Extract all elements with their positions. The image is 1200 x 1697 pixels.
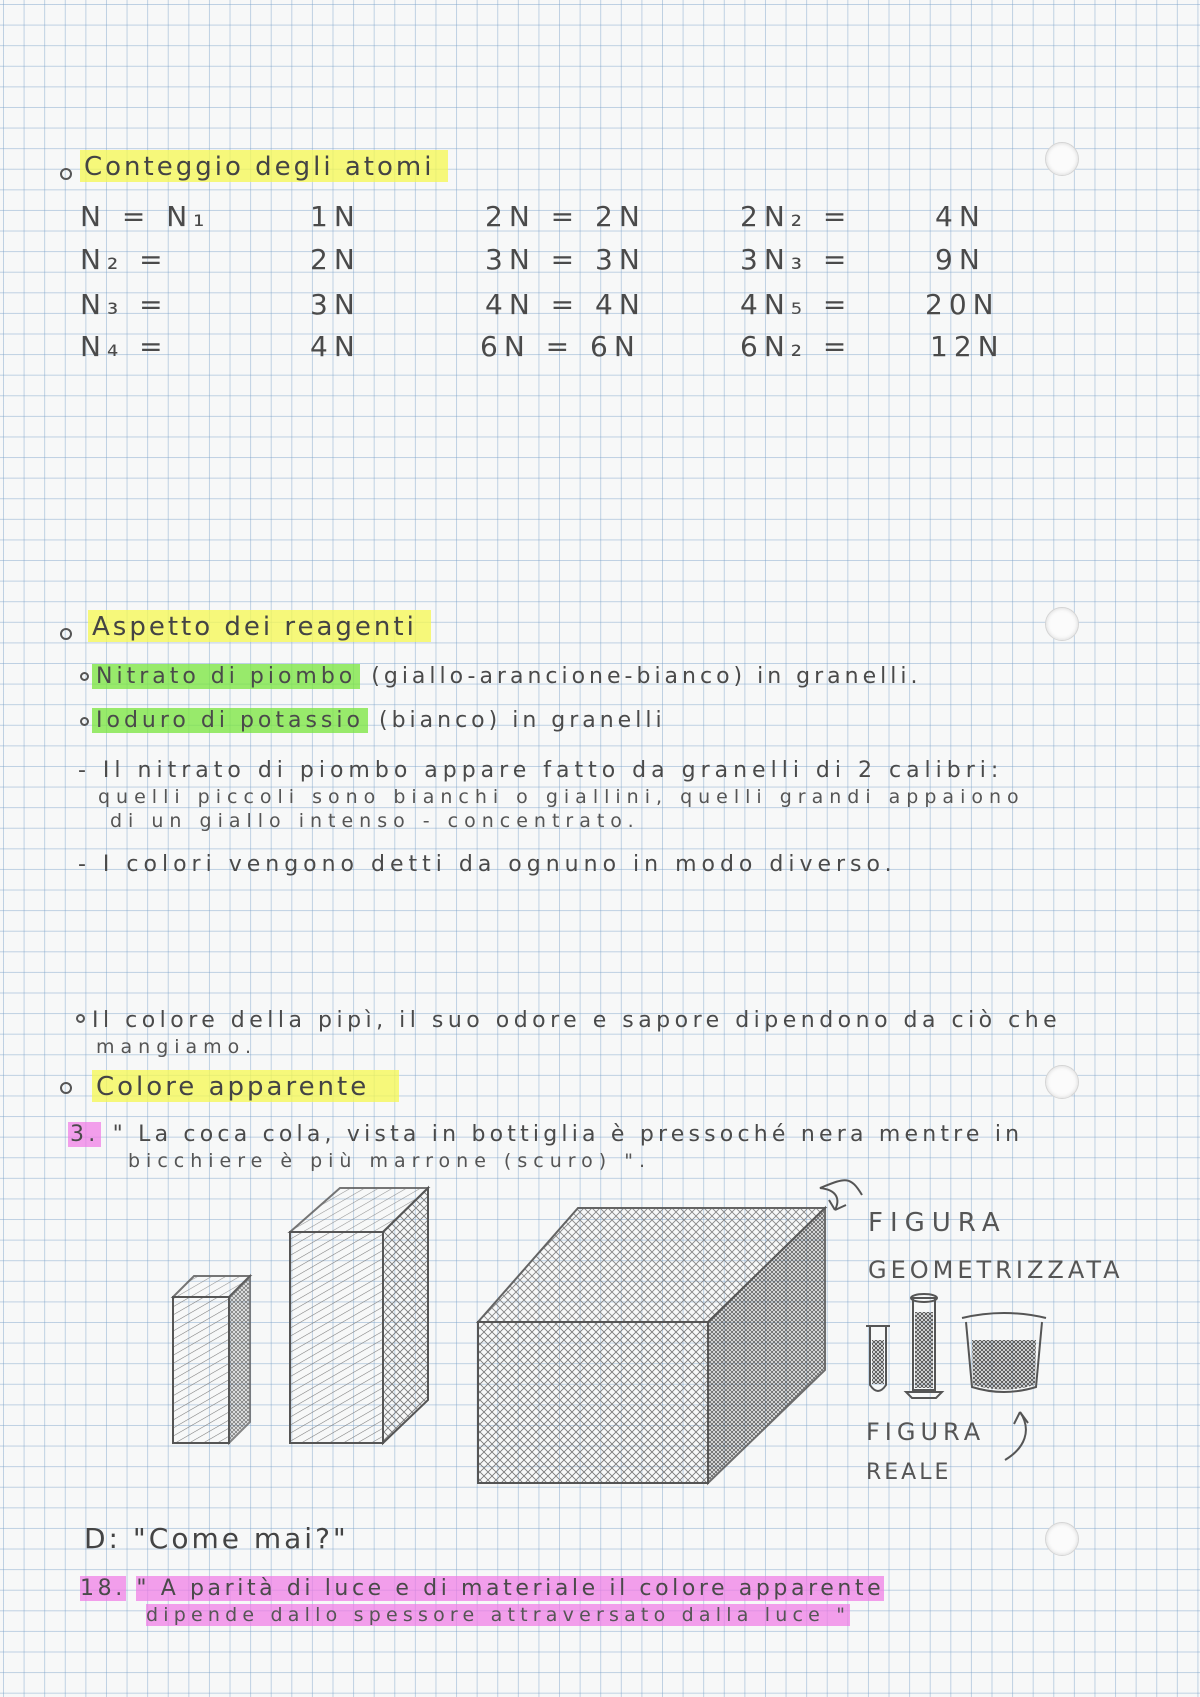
question-come-mai: D: "Come mai?" — [84, 1522, 349, 1555]
count-cell: 4N — [935, 200, 986, 233]
count-cell: 4N₅ = — [740, 288, 853, 321]
note-colori: - I colori vengono detti da ognuno in modo diverso. — [78, 852, 897, 877]
count-cell: 3N₃ = — [740, 243, 853, 276]
label-figura-reale-1: FIGURA — [866, 1418, 986, 1446]
section-title-colore-text: Colore apparente — [92, 1070, 399, 1102]
count-cell: 9N — [935, 243, 986, 276]
answer-line2: dipende dallo spessore attraversato dalla luce " — [146, 1604, 851, 1626]
count-cell: 3N — [310, 288, 361, 321]
note-nitrato-line3: di un giallo intenso - concentrato. — [110, 810, 640, 832]
count-cell: 1N — [310, 200, 361, 233]
count-cell: 20N — [925, 288, 1000, 321]
reagent-name-ioduro: Ioduro di potassio — [92, 708, 368, 733]
label-figura-geometrizzata-1: FIGURA — [868, 1208, 1007, 1238]
small-prism-drawing — [173, 1276, 250, 1443]
observation-line2: bicchiere è più marrone (scuro) ". — [128, 1150, 651, 1172]
large-cube-drawing — [478, 1208, 825, 1483]
section-title-aspetto-text: Aspetto dei reagenti — [88, 610, 431, 642]
count-cell: 2N — [310, 243, 361, 276]
count-cell: 6N = 6N — [480, 330, 641, 363]
count-cell: 12N — [930, 330, 1005, 363]
label-figura-reale-2: REALE — [866, 1460, 952, 1485]
reagent-desc-ioduro: (bianco) in granelli — [378, 708, 666, 733]
beaker-drawing — [962, 1313, 1046, 1392]
count-cell: N₄ = — [80, 330, 169, 363]
answer-line1: " A parità di luce e di materiale il colore apparente — [136, 1576, 885, 1601]
test-tube-drawing — [866, 1326, 890, 1391]
section-title-conteggio-text: Conteggio degli atomi — [80, 150, 448, 182]
count-cell: 2N = 2N — [485, 200, 646, 233]
count-cell: 4N = 4N — [485, 288, 646, 321]
reagent-name-nitrato: Nitrato di piombo — [92, 664, 360, 689]
pipi-line2: mangiamo. — [96, 1036, 258, 1058]
label-figura-geometrizzata-2: GEOMETRIZZATA — [868, 1256, 1124, 1284]
graduated-cylinder-drawing — [906, 1294, 942, 1398]
medium-prism-drawing — [290, 1188, 428, 1443]
observation-number: 3. — [70, 1122, 100, 1147]
answer-number: 18. — [80, 1576, 126, 1601]
count-cell: 3N = 3N — [485, 243, 646, 276]
answer-line2-wrap — [146, 1604, 850, 1626]
count-cell: 4N — [310, 330, 361, 363]
reagent-desc-nitrato: (giallo-arancione-bianco) in granelli. — [371, 664, 922, 689]
count-cell: N = N₁ — [80, 200, 211, 233]
note-nitrato-line2: quelli piccoli sono bianchi o giallini, quelli grandi appaiono — [98, 786, 1025, 808]
count-cell: 6N₂ = — [740, 330, 853, 363]
curved-arrow-geometric — [820, 1180, 862, 1210]
answer-18 — [80, 1576, 884, 1601]
observation-line1: " La coca cola, vista in bottiglia è pressoché nera mentre in — [112, 1122, 1024, 1147]
pipi-line1: Il colore della pipì, il suo odore e sapore dipendono da ciò che — [92, 1008, 1062, 1033]
count-cell: N₃ = — [80, 288, 169, 321]
count-cell: N₂ = — [80, 243, 169, 276]
count-cell: 2N₂ = — [740, 200, 853, 233]
note-nitrato-line1: - Il nitrato di piombo appare fatto da granelli di 2 calibri: — [78, 758, 1004, 783]
